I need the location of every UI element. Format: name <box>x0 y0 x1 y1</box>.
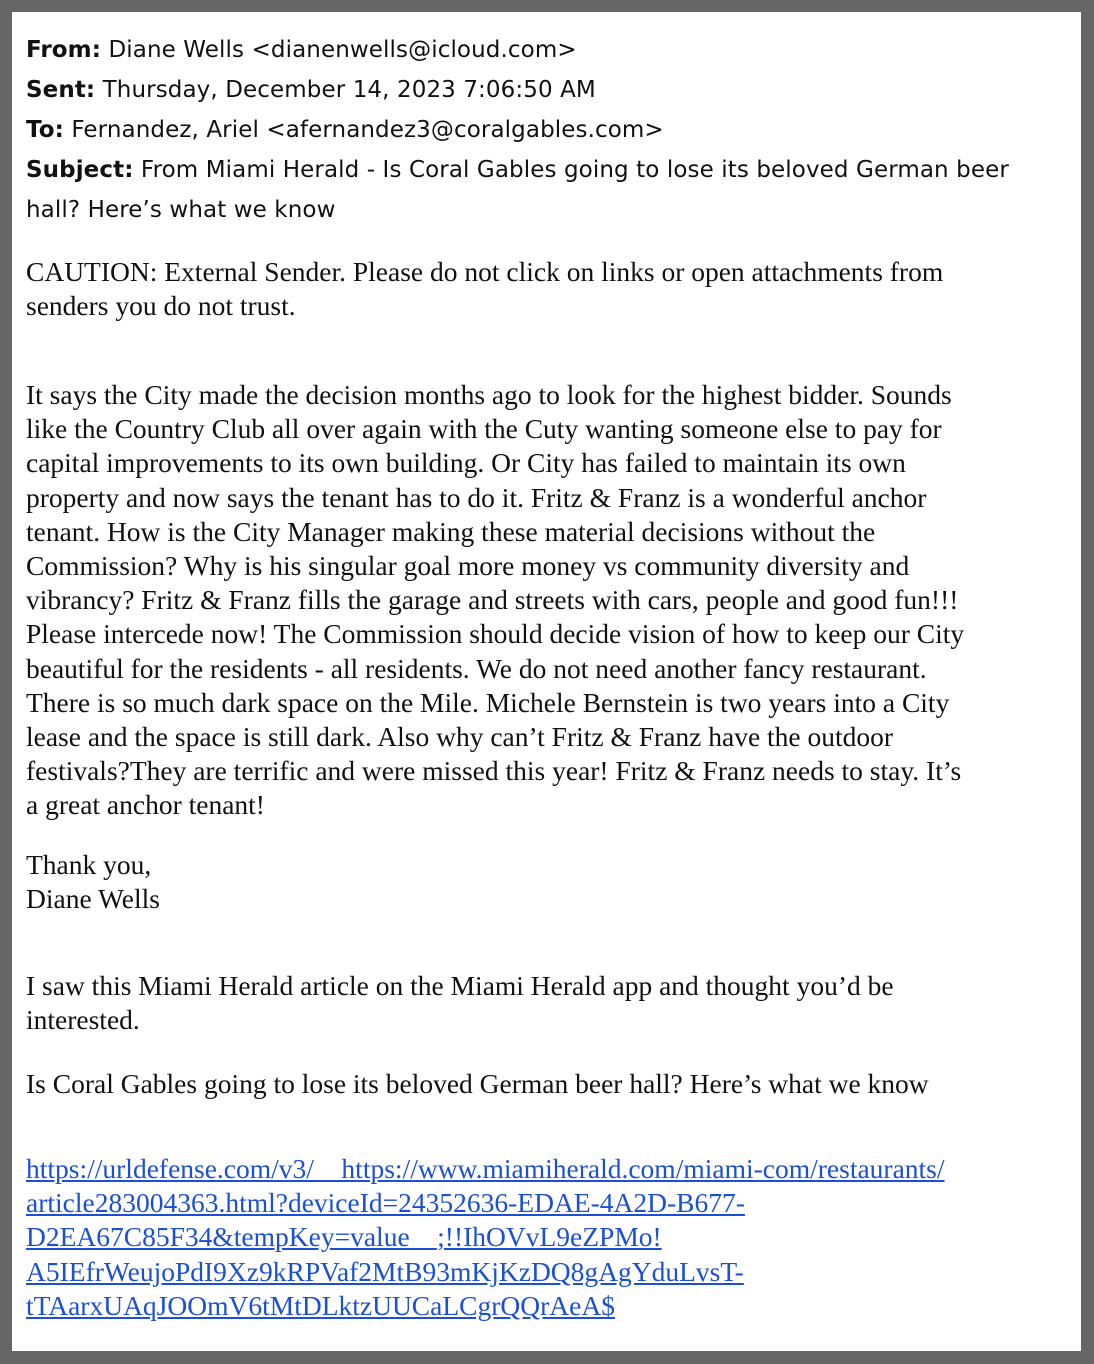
shared-note <box>26 969 1066 1037</box>
caution-line-1: CAUTION: External Sender. Please do not click on links or open attachments from <box>26 256 944 287</box>
message-line: There is so much dark space on the Mile. Michele Bernstein is two years into a City <box>26 686 950 718</box>
from-row <box>26 30 1066 70</box>
message-line: festivals?They are terrific and were missed this year! Fritz & Franz needs to stay. It’s <box>26 755 962 787</box>
message-body <box>26 378 1066 823</box>
caution-notice <box>26 255 1066 323</box>
sent-value: Thursday, December 14, 2023 7:06:50 AM <box>95 77 596 103</box>
message-line: tenant. How is the City Manager making these material decisions without the <box>26 515 876 547</box>
article-title: Is Coral Gables going to lose its beloved German beer hall? Here’s what we know <box>26 1068 929 1099</box>
to-label: To: <box>26 117 64 143</box>
article-link-line[interactable]: A5IEfrWeujoPdI9Xz9kRPVaf2MtB93mKjKzDQ8gAgYduLvsT- <box>26 1255 744 1287</box>
message-line: It says the City made the decision months ago to look for the highest bidder. Sounds <box>26 379 952 410</box>
signoff-thanks: Thank you, <box>26 849 152 880</box>
shared-line-2: interested. <box>26 1004 140 1036</box>
article-link-block <box>26 1152 1066 1323</box>
to-value: Fernandez, Ariel <afernandez3@coralgables.com> <box>63 117 664 143</box>
article-link-line[interactable]: article283004363.html?deviceId=24352636-EDAE-4A2D-B677- <box>26 1187 745 1219</box>
message-line: property and now says the tenant has to do it. Fritz & Franz is a wonderful anchor <box>26 481 927 513</box>
sent-row <box>26 70 1066 110</box>
subject-value: From Miami Herald - Is Coral Gables going to lose its beloved German beer hall? Here’s what we know <box>26 157 1009 223</box>
message-line: Commission? Why is his singular goal more money vs community diversity and <box>26 550 910 582</box>
subject-row <box>26 150 1066 230</box>
message-line: beautiful for the residents - all residents. We do not need another fancy restaurant. <box>26 652 927 684</box>
article-link-line[interactable]: https://urldefense.com/v3/__https://www.miamiherald.com/miami-com/restaurants/ <box>26 1153 945 1184</box>
signoff-name: Diane Wells <box>26 883 160 915</box>
subject-label: Subject: <box>26 157 134 183</box>
article-link-line[interactable]: tTAarxUAqJOOmV6tMtDLktzUUCaLCgrQQrAeA$ <box>26 1289 615 1321</box>
message-line: Please intercede now! The Commission should decide vision of how to keep our City <box>26 618 965 650</box>
from-label: From: <box>26 37 102 63</box>
email-page <box>12 12 1081 1351</box>
message-line: capital improvements to its own building. Or City has failed to maintain its own <box>26 447 906 479</box>
article-link[interactable] <box>26 1152 1066 1323</box>
from-value: Diane Wells <dianenwells@icloud.com> <box>101 37 577 63</box>
sent-label: Sent: <box>26 77 96 103</box>
message-line: lease and the space is still dark. Also why can’t Fritz & Franz have the outdoor <box>26 721 894 753</box>
article-link-line[interactable]: D2EA67C85F34&tempKey=value__;!!IhOVvL9eZPMo! <box>26 1221 662 1253</box>
to-row <box>26 110 1066 150</box>
caution-line-2: senders you do not trust. <box>26 290 296 322</box>
message-line: vibrancy? Fritz & Franz fills the garage and streets with cars, people and good fun!!! <box>26 584 959 616</box>
email-header <box>26 30 1066 230</box>
shared-line-1: I saw this Miami Herald article on the Miami Herald app and thought you’d be <box>26 970 894 1001</box>
message-line: like the Country Club all over again with the Cuty wanting someone else to pay for <box>26 413 942 445</box>
signoff <box>26 848 1066 916</box>
message-line: a great anchor tenant! <box>26 789 265 821</box>
